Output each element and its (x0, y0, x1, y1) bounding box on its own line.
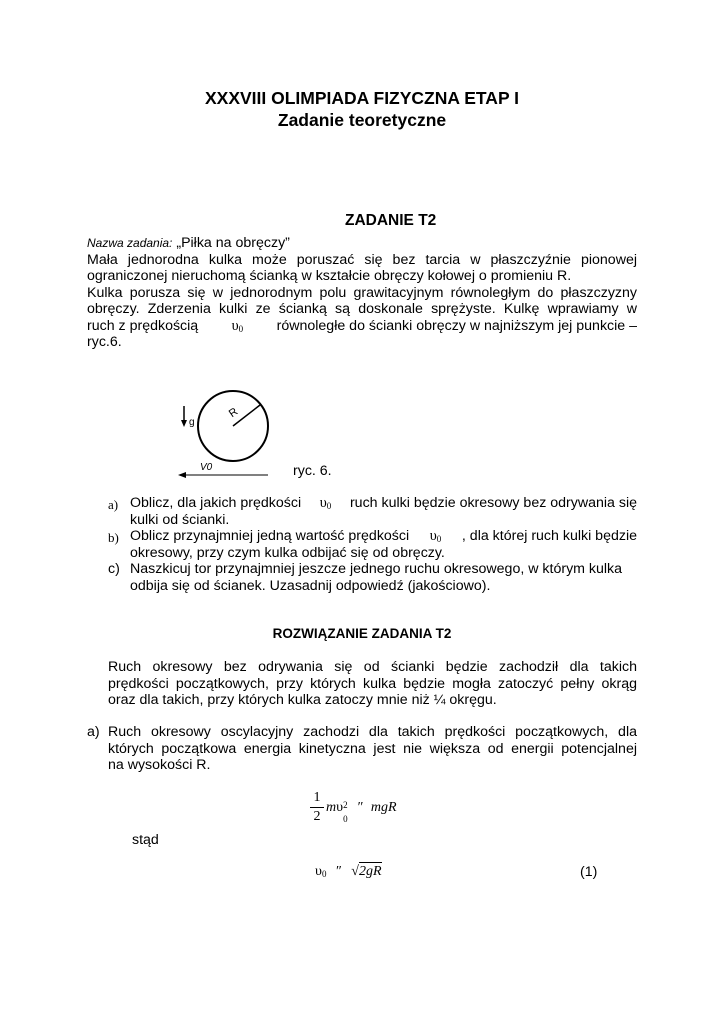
v0-arrowhead (178, 472, 186, 478)
hoop-figure (176, 384, 276, 478)
eq1-fraction (310, 790, 324, 825)
question-b-line-1: Oblicz przynajmniej jedną wartość prędkości $\upsilon_0$ , dla której ruch kulki będzie (130, 528, 637, 548)
question-c-marker: c) (108, 561, 120, 577)
task-name-label: Nazwa zadania: (87, 236, 173, 250)
statement-line-5b: równoległe do ścianki obręczy w najniższym jej punkcie – (276, 318, 637, 334)
eq2-number: (1) (580, 864, 598, 880)
solution-intro-line-2: prędkości początkowych, przy których kulka będzie mogła zatoczyć pełny okrąg (108, 676, 637, 692)
label-R: R (226, 405, 241, 421)
statement-line-3: Kulka porusza się w jednorodnym polu grawitacyjnym równoległym do płaszczyzny (87, 285, 637, 301)
statement-line-5 (87, 318, 637, 338)
question-c-line-2: odbija się od ścianek. Uzasadnij odpowiedź (jakościowo). (130, 578, 491, 594)
solution-intro-line-1: Ruch okresowy bez odrywania się od ścianki będzie zachodził dla takich (108, 659, 637, 675)
task-name (87, 235, 290, 252)
page-subtitle: Zadanie teoretyczne (277, 110, 447, 130)
v0-symbol: $\upsilon_0$ (429, 528, 442, 544)
page-title: XXXVIII OLIMPIADA FIZYCZNA ETAP I (204, 88, 520, 108)
eq2-radicand: 2gR (358, 864, 382, 879)
eq1-fraction-bar (310, 807, 324, 808)
label-v0: V0 (200, 462, 213, 473)
question-a-marker: a) (108, 497, 119, 512)
task-heading: ZADANIE T2 (345, 212, 437, 229)
stad-word: stąd (132, 832, 159, 848)
question-c-line-1: Naszkicuj tor przynajmniej jeszcze jednego ruchu okresowego, w którym kulka (130, 561, 623, 577)
label-g: g (189, 417, 195, 428)
task-name-value: „Piłka na obręczy” (176, 235, 290, 251)
gravity-arrowhead (181, 420, 187, 427)
question-b-line-2: okresowy, przy czym kulka odbijać się od obręczy. (130, 545, 445, 561)
eq1-denominator: 2 (313, 809, 321, 824)
statement-line-6: ryc.6. (87, 334, 122, 350)
eq1-body: mυ 2 0 ″ mgR (326, 800, 397, 824)
question-a-line-2: kulki od ścianki. (130, 512, 230, 528)
solution-intro-line-3: oraz dla takich, przy których kulka zatoczy mnie niż ¼ okręgu. (108, 692, 497, 708)
question-a-line-1: Oblicz, dla jakich prędkości $\upsilon_0$ ruch kulki będzie okresowy bez odrywania się (130, 495, 637, 515)
solution-a-line-3: na wysokości R. (108, 757, 211, 773)
v0-symbol: $\upsilon_0$ (319, 495, 332, 511)
statement-line-5a: ruch z prędkością (87, 318, 199, 334)
statement-line-1: Mała jednorodna kulka może poruszać się bez tarcia w płaszczyźnie pionowej (87, 252, 637, 268)
v0-symbol: $\upsilon_0$ (231, 318, 244, 334)
figure-caption: ryc. 6. (293, 463, 332, 479)
solution-a-line-1: Ruch okresowy oscylacyjny zachodzi dla takich prędkości początkowych, dla (108, 724, 637, 740)
eq1-numerator: 1 (313, 790, 321, 805)
eq2-body: $\upsilon_0$ ″ √2gR (315, 864, 382, 879)
question-b-marker: b) (108, 530, 119, 545)
solution-a-line-2: których początkowa energia kinetyczna jest nie większa od energii potencjalnej (108, 741, 637, 757)
statement-line-4: obręczy. Zderzenia kulki ze ścianką są doskonale sprężyste. Kulkę wprawiamy w (87, 301, 637, 317)
solution-a-marker: a) (87, 724, 100, 740)
statement-line-2: ograniczonej nieruchomą ścianką w kształcie obręczy kołowej o promieniu R. (87, 268, 572, 284)
solution-heading: ROZWIĄZANIE ZADANIA T2 (272, 626, 452, 641)
